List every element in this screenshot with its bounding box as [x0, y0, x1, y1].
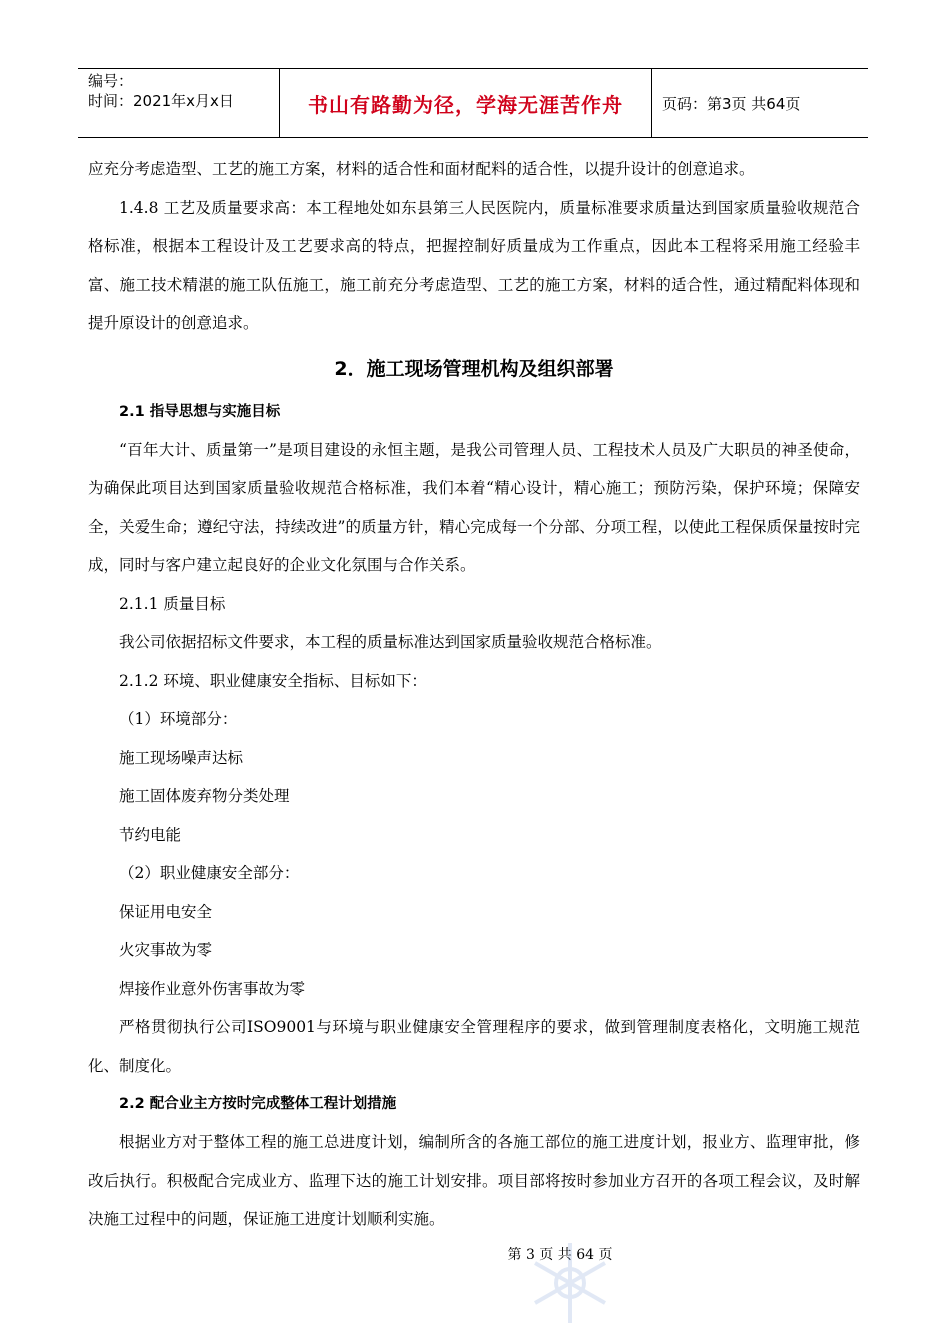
ohs-title: （2）职业健康安全部分：: [119, 864, 300, 882]
section-2-1-2-title: 2.1.2 环境、职业健康安全指标、目标如下：: [119, 671, 427, 690]
paragraph-continuation: 应充分考虑造型、工艺的施工方案，材料的适合性和面材配料的适合性，以提升设计的创意追求。: [88, 160, 755, 178]
list-item: 施工固体废弃物分类处理: [119, 787, 290, 805]
paragraph-1-4-8: 1.4.8 工艺及质量要求高：本工程地处如东县第三人民医院内，质量标准要求质量达到国家质量验收规范合格标准，根据本工程设计及工艺要求高的特点，把握控制好质量成为工作重点，因此本工程将采用施工经验丰富、施工技术精湛的施工队伍施工，施工前充分考虑造型、工艺的施工方案，材料的适合性，通过精配料体现和提升原设计的创意追求。: [88, 198, 860, 332]
list-item: 焊接作业意外伤害事故为零: [119, 979, 306, 998]
list-item: 保证用电安全: [119, 902, 213, 921]
paragraph-2-1: “百年大计、质量第一”是项目建设的永恒主题，是我公司管理人员、工程技术人员及广大职员的神圣使命，为确保此项目达到国家质量验收规范合格标准，我们本着“精心设计，精心施工；预防污染，保护环境；保障安全，关爱生命；遵纪守法，持续改进”的质量方针，精心完成每一个分部、分项工程，以使此工程保质保量按时完成，同时与客户建立起良好的企业文化氛围与合作关系。: [88, 440, 860, 574]
section-2-2-title: 2.2 配合业主方按时完成整体工程计划措施: [119, 1096, 397, 1112]
section-2-1-title: 2.1 指导思想与实施目标: [119, 403, 281, 420]
time-label: 时间：2021年x月x日: [88, 92, 234, 110]
list-item: 施工现场噪声达标: [119, 748, 244, 767]
page-footer: [0, 1244, 950, 1264]
list-item: 火灾事故为零: [119, 941, 213, 959]
section-2-1-1-title: 2.1.1 质量目标: [119, 594, 226, 613]
paragraph-2-2: 根据业方对于整体工程的施工总进度计划，编制所含的各施工部位的施工进度计划，报业方、监理审批，修改后执行。积极配合完成业方、监理下达的施工计划安排。项目部将按时参加业方召开的各项工程会议，及时解决施工过程中的问题，保证施工进度计划顺利实施。: [88, 1133, 860, 1228]
header-meta: [78, 69, 280, 137]
list-item: 节约电能: [119, 825, 182, 844]
document-body: [88, 150, 860, 1239]
paragraph-iso: 严格贯彻执行公司ISO9001与环境与职业健康安全管理程序的要求，做到管理制度表格化，文明施工规范化、制度化。: [88, 1018, 860, 1075]
footer-page-number: 第 3 页 共 64 页: [507, 1247, 613, 1263]
header-motto: 书山有路勤为径，学海无涯苦作舟: [280, 69, 652, 137]
header-page-info: 页码：第3页 共64页: [662, 94, 801, 113]
section-2-title: 2．施工现场管理机构及组织部署: [334, 357, 614, 380]
page-header: [78, 68, 868, 138]
environment-title: （1）环境部分：: [119, 710, 238, 728]
snowflake-watermark-icon: [525, 1238, 615, 1328]
number-label: 编号：: [88, 72, 134, 90]
paragraph-2-1-1: 我公司依据招标文件要求，本工程的质量标准达到国家质量验收规范合格标准。: [119, 633, 662, 651]
